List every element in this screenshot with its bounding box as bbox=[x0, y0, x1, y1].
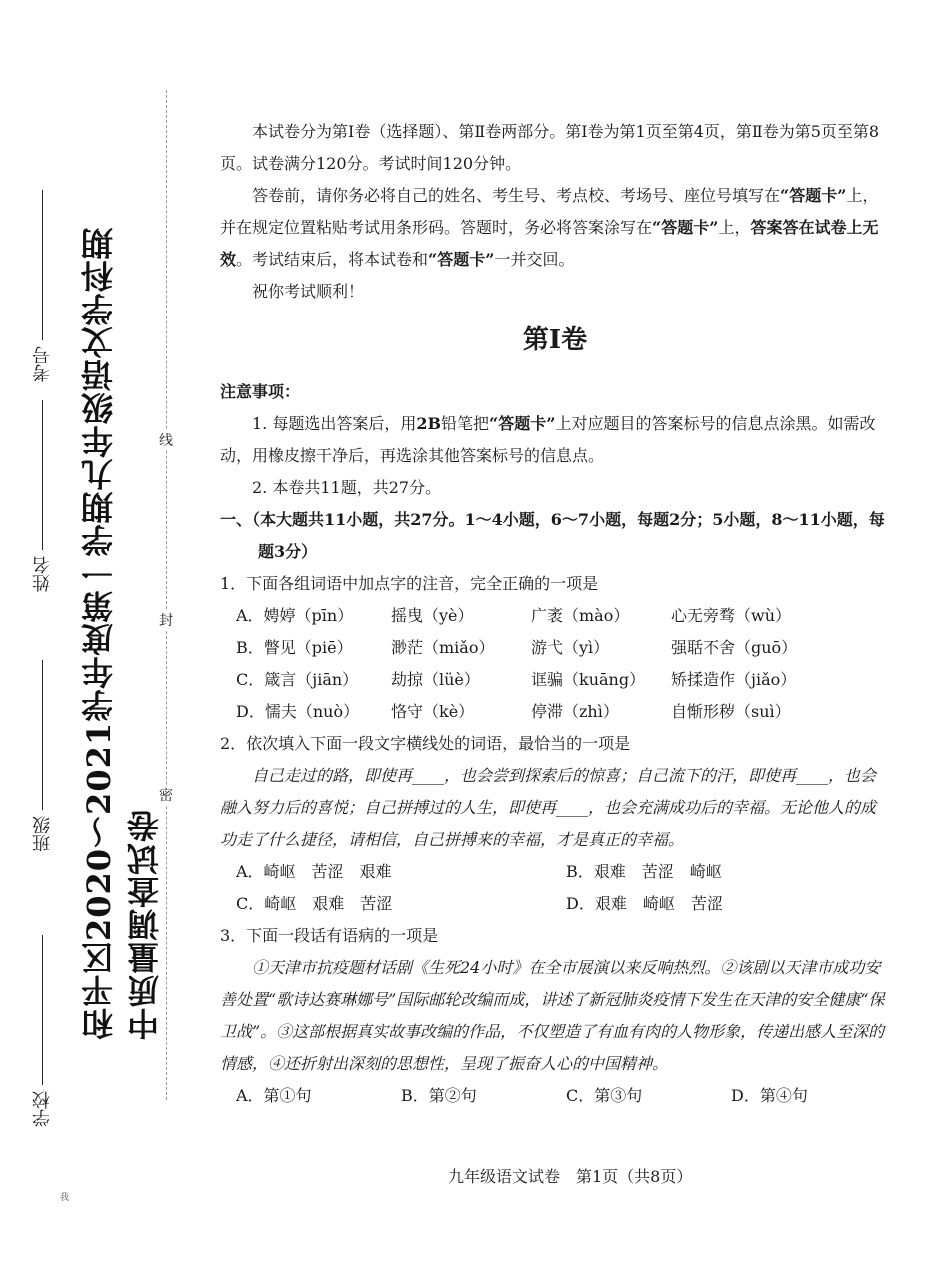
q3-option-d: D．第④句 bbox=[731, 1086, 808, 1105]
q1-c-3: 诓骗（kuāng） bbox=[531, 670, 646, 689]
name-field bbox=[28, 400, 58, 592]
q2-option-c: C．崎岖 艰难 苦涩 bbox=[236, 894, 393, 913]
q2-stem: 2．依次填入下面一段文字横线处的词语，最恰当的一项是 bbox=[220, 734, 631, 753]
q1-b-4: 强聒不舍（guō） bbox=[671, 638, 798, 657]
q1-c-2: 劫掠（lüè） bbox=[391, 670, 480, 689]
q2-option-b: B．艰难 苦涩 崎岖 bbox=[566, 862, 722, 881]
q1-a-2: 摇曳（yè） bbox=[391, 606, 474, 625]
part-one-header: 一、（本大题共11小题，共27分。1～4小题，6～7小题，每题2分；5小题，8～11小题，每题3分） bbox=[220, 510, 885, 561]
q1-b-2: 渺茫（miǎo） bbox=[391, 638, 495, 657]
bind-char-secret: 密 bbox=[157, 785, 175, 805]
q1-b-3: 游弋（yì） bbox=[531, 638, 610, 657]
q2-options bbox=[220, 856, 890, 920]
class-blank bbox=[43, 660, 44, 810]
q3-option-c: C．第③句 bbox=[566, 1086, 643, 1105]
q1-a-1: A．娉婷（pīn） bbox=[236, 606, 354, 625]
exam-content bbox=[220, 116, 890, 1112]
intro-paragraph-1: 本试卷分为第Ⅰ卷（选择题）、第Ⅱ卷两部分。第Ⅰ卷为第1页至第4页，第Ⅱ卷为第5页至第8页。试卷满分120分。考试时间120分钟。 bbox=[220, 122, 880, 173]
binding-line bbox=[166, 90, 167, 1100]
q3-stem: 3．下面一段话有语病的一项是 bbox=[220, 926, 439, 945]
exam-title-vertical: 和平区2020～2021学年度第一学期九年级语文学科期中质量调查试卷 bbox=[80, 226, 164, 1040]
q1-options bbox=[220, 600, 890, 728]
bind-char-line: 线 bbox=[157, 430, 175, 450]
q1-a-4: 心无旁骛（wù） bbox=[671, 606, 792, 625]
q1-c-1: C．箴言（jiān） bbox=[236, 670, 359, 689]
school-blank bbox=[43, 935, 44, 1085]
page-footer: 九年级语文试卷 第1页（共8页） bbox=[448, 1167, 693, 1186]
corner-mark: 我 bbox=[60, 1193, 70, 1203]
q1-stem: 1．下面各组词语中加点字的注音，完全正确的一项是 bbox=[220, 574, 599, 593]
exam-no-label: 考号 bbox=[32, 346, 53, 382]
q1-b-1: B．瞥见（piē） bbox=[236, 638, 353, 657]
intro-wish: 祝你考试顺利！ bbox=[252, 282, 365, 301]
note-1: 1. 每题选出答案后，用2B铅笔把“答题卡”上对应题目的答案标号的信息点涂黑。如需改动，用橡皮擦干净后，再选涂其他答案标号的信息点。 bbox=[220, 414, 876, 465]
q3-passage: ①天津市抗疫题材话剧《生死24小时》在全市展演以来反响热烈。②该剧以天津市成功安善处置“歌诗达赛琳娜号”国际邮轮改编而成，讲述了新冠肺炎疫情下发生在天津的安全健康“保卫战”。③这部根据真实故事改编的作品，不仅塑造了有血有肉的人物形象，传递出感人至深的情感，④还折射出深刻的思想性，呈现了振奋人心的中国精神。 bbox=[220, 958, 885, 1073]
q3-option-b: B．第②句 bbox=[401, 1086, 477, 1105]
q2-passage: 自己走过的路，即使再____，也会尝到探索后的惊喜；自己流下的汗，即使再____，也会融入努力后的喜悦；自己拼搏过的人生，即使再____，也会充满成功后的幸福。无论他人的成功走了什么捷径，请相信，自己拼搏来的幸福，才是真正的幸福。 bbox=[220, 766, 877, 849]
q3-option-a: A．第①句 bbox=[236, 1086, 312, 1105]
class-field bbox=[28, 660, 58, 852]
exam-no-field bbox=[28, 190, 58, 382]
name-blank bbox=[43, 400, 44, 550]
q1-d-2: 恪守（kè） bbox=[391, 702, 475, 721]
class-label: 班级 bbox=[32, 816, 53, 852]
name-label: 姓名 bbox=[32, 556, 53, 592]
q1-d-3: 停滞（zhì） bbox=[531, 702, 619, 721]
school-field bbox=[28, 935, 58, 1127]
q1-c-4: 矫揉造作（jiǎo） bbox=[671, 670, 797, 689]
bind-char-seal: 封 bbox=[157, 610, 175, 630]
notes-title: 注意事项： bbox=[220, 382, 301, 401]
intro-paragraph-2: 答卷前，请你务必将自己的姓名、考生号、考点校、考场号、座位号填写在“答题卡”上，并在规定位置粘贴考试用条形码。答题时，务必将答案涂写在“答题卡”上，答案答在试卷上无效。考试结束后，将本试卷和“答题卡”一并交回。 bbox=[220, 186, 879, 269]
note-2: 2. 本卷共11题，共27分。 bbox=[252, 478, 442, 497]
school-label: 学校 bbox=[32, 1091, 53, 1127]
q1-d-4: 自惭形秽（suì） bbox=[671, 702, 791, 721]
q1-a-3: 广袤（mào） bbox=[531, 606, 630, 625]
section-title: 第Ⅰ卷 bbox=[522, 325, 588, 355]
exam-no-blank bbox=[43, 190, 44, 340]
q1-d-1: D．懦夫（nuò） bbox=[236, 702, 360, 721]
q2-option-a: A．崎岖 苦涩 艰难 bbox=[236, 862, 392, 881]
q2-option-d: D．艰难 崎岖 苦涩 bbox=[566, 894, 723, 913]
q3-options bbox=[220, 1080, 890, 1112]
